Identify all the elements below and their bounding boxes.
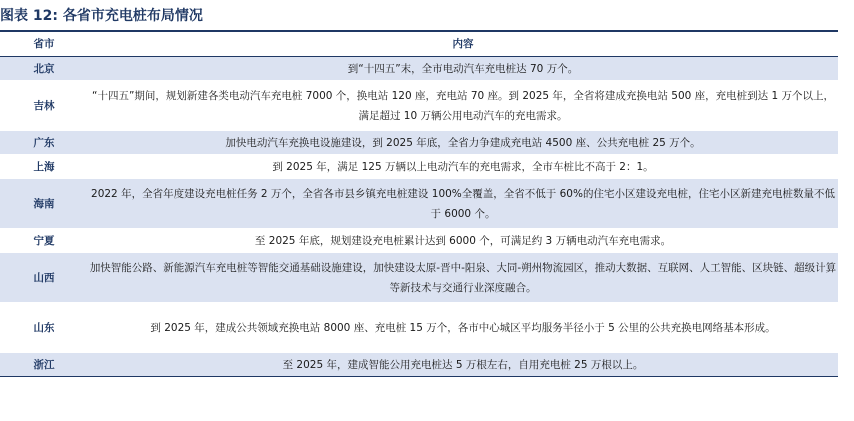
table-row (0, 179, 838, 229)
row-province: 山东 (0, 303, 88, 353)
table-row (0, 155, 838, 179)
row-content: 至 2025 年，建成智能公用充电桩达 5 万根左右，自用充电桩 25 万根以上。 (88, 353, 838, 377)
header-province: 省市 (0, 32, 88, 57)
row-province: 广东 (0, 131, 88, 155)
row-province: 吉林 (0, 81, 88, 131)
row-province: 山西 (0, 253, 88, 303)
table-row (0, 81, 838, 131)
table-row (0, 57, 838, 81)
figure-title: 图表 12: 各省市充电桩布局情况 (0, 8, 203, 24)
row-content: 到“十四五”末，全市电动汽车充电桩达 70 万个。 (88, 57, 838, 81)
row-content: 到 2025 年，建成公共领域充换电站 8000 座、充电桩 15 万个，各市中心城区平均服务半径小于 5 公里的公共充换电网络基本形成。 (88, 303, 838, 353)
row-province: 浙江 (0, 353, 88, 377)
row-province: 宁夏 (0, 229, 88, 253)
table-row (0, 353, 838, 377)
table-row (0, 229, 838, 253)
table-row (0, 131, 838, 155)
row-province: 上海 (0, 155, 88, 179)
table-header-row (0, 32, 838, 57)
row-content: 至 2025 年底，规划建设充电桩累计达到 6000 个，可满足约 3 万辆电动汽车充电需求。 (88, 229, 838, 253)
row-content: 2022 年，全省年度建设充电桩任务 2 万个，全省各市县乡镇充电桩建设 100%全覆盖，全省不低于 60%的住宅小区建设充电桩，住宅小区新建充电桩数量不低于 6000 个。 (88, 179, 838, 229)
provincial-charging-table (0, 32, 838, 377)
header-content: 内容 (88, 32, 838, 57)
row-content: 加快电动汽车充换电设施建设，到 2025 年底，全省力争建成充电站 4500 座、公共充电桩 25 万个。 (88, 131, 838, 155)
table-row (0, 303, 838, 353)
row-province: 北京 (0, 57, 88, 81)
row-content: 加快智能公路、新能源汽车充电桩等智能交通基础设施建设，加快建设太原-晋中-阳泉、大同-朔州物流园区，推动大数据、互联网、人工智能、区块链、超级计算等新技术与交通行业深度融合。 (88, 253, 838, 303)
row-province: 海南 (0, 179, 88, 229)
row-content: “十四五”期间，规划新建各类电动汽车充电桩 7000 个，换电站 120 座，充电站 70 座。到 2025 年，全省将建成充换电站 500 座，充电桩到达 1 万个以上，满足超过 10 万辆公用电动汽车的充电需求。 (88, 81, 838, 131)
table-row (0, 253, 838, 303)
row-content: 到 2025 年，满足 125 万辆以上电动汽车的充电需求，全市车桩比不高于 2：1。 (88, 155, 838, 179)
